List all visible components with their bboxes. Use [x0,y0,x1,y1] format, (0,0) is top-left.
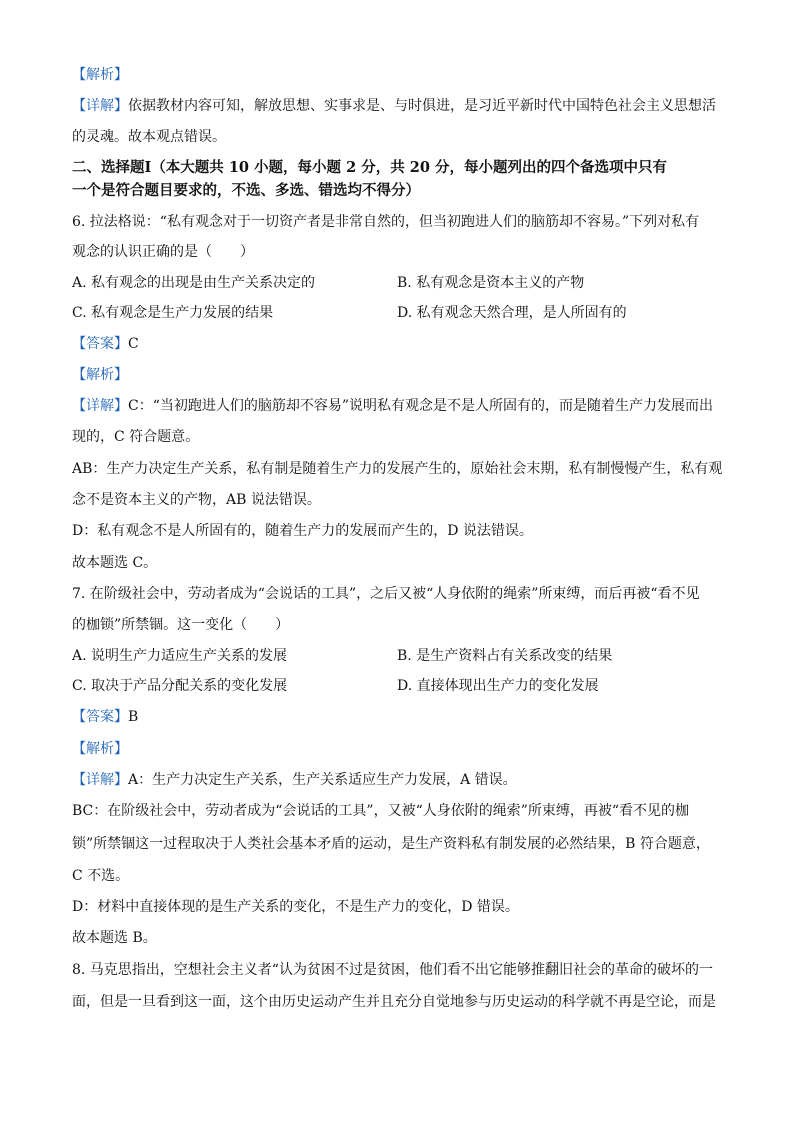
text-line: D：材料中直接体现的是生产关系的变化，不是生产力的变化，D 错误。 [72,899,519,915]
option-c: C. 私有观念是生产力发展的结果 [72,305,274,321]
option-a: A. 私有观念的出现是由生产关系决定的 [72,275,316,291]
question-stem: 观念的认识正确的是（ ） [72,244,254,260]
answer-label: 【答案】 [72,336,128,352]
section-heading-line: 一个是符合题目要求的，不选、多选、错选均不得分） [72,182,420,199]
question-stem: 面，但是一旦看到这一面，这个由历史运动产生并且充分自觉地参与历史运动的科学就不再是空论，而是 [72,994,716,1010]
answer-row [72,334,724,354]
analysis-label: 【解析】 [72,367,128,383]
answer-label: 【答案】 [72,709,128,725]
question-stem: 的枷锁”所禁锢。这一变化（ ） [72,617,290,633]
answer-value: C [128,336,139,352]
text-line: 故本题选 B。 [72,930,157,946]
text-line: D：私有观念不是人所固有的，随着生产力的发展而产生的，D 说法错误。 [72,523,533,539]
text-line: 故本题选 C。 [72,555,158,571]
text-line: C：“当初跑进人们的脑筋却不容易”说明私有观念是不是人所固有的，而是随着生产力发展而出 [128,398,714,414]
detail-label: 【详解】 [72,772,128,788]
question-stem: 8. 马克思指出，空想社会主义者“认为贫困不过是贫困，他们看不出它能够推翻旧社会的革命的破坏的一 [72,962,713,978]
text-line: AB：生产力决定生产关系，私有制是随着生产力的发展产生的，原始社会末期，私有制慢慢产生，私有观 [72,461,723,477]
detail-paragraph [72,770,724,790]
answer-value: B [128,709,139,725]
text-line: 锁”所禁锢这一过程取决于人类社会基本矛盾的运动，是生产资料私有制发展的必然结果，B 符合题意， [72,836,710,852]
option-d: D. 直接体现出生产力的变化发展 [397,678,599,694]
analysis-label: 【解析】 [72,741,128,757]
detail-label: 【详解】 [72,398,128,414]
detail-paragraph [72,396,724,416]
text-line: 依据教材内容可知，解放思想、实事求是、与时俱进，是习近平新时代中国特色社会主义思想活 [128,98,716,114]
question-stem: 6. 拉法格说：“私有观念对于一切资产者是非常自然的，但当初跑进人们的脑筋却不容易。”下列对私有 [72,214,700,230]
option-d: D. 私有观念天然合理，是人所固有的 [397,305,627,321]
text-line: C 不选。 [72,868,130,884]
analysis-label: 【解析】 [72,67,128,83]
text-line: 念不是资本主义的产物，AB 说法错误。 [72,492,321,508]
option-c: C. 取决于产品分配关系的变化发展 [72,678,288,694]
detail-paragraph [72,96,724,116]
option-b: B. 私有观念是资本主义的产物 [397,275,585,291]
option-a: A. 说明生产力适应生产关系的发展 [72,648,288,664]
detail-label: 【详解】 [72,98,128,114]
section-heading-line: 二、选择题Ⅰ（本大题共 10 小题，每小题 2 分，共 20 分，每小题列出的四个备选项中只有 [72,159,668,176]
option-b: B. 是生产资料占有关系改变的结果 [397,648,613,664]
text-line: 现的，C 符合题意。 [72,429,200,445]
text-line: A：生产力决定生产关系，生产关系适应生产力发展，A 错误。 [128,772,517,788]
text-line: BC：在阶级社会中，劳动者成为“会说话的工具”，又被“人身依附的绳索”所束缚，再被“看不见的枷 [72,803,690,819]
question-stem: 7. 在阶级社会中，劳动者成为“会说话的工具”，之后又被“人身依附的绳索”所束缚，而后再被“看不见 [72,586,700,602]
answer-row [72,707,724,727]
text-line: 的灵魂。故本观点错误。 [72,129,226,145]
